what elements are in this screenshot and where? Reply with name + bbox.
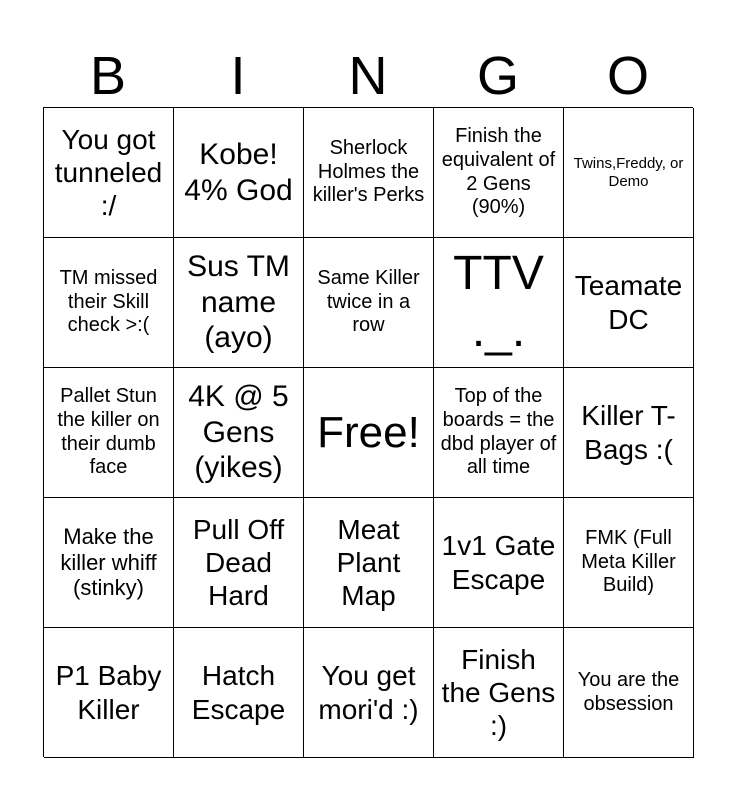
cell-text: 1v1 Gate Escape <box>441 530 556 595</box>
bingo-header <box>43 45 693 107</box>
bingo-cell[interactable] <box>174 498 304 628</box>
cell-text: Pull Off Dead Hard <box>192 513 285 612</box>
bingo-cell[interactable] <box>434 108 564 238</box>
bingo-cell[interactable] <box>434 628 564 758</box>
cell-text: Make the killer whiff (stinky) <box>60 523 157 601</box>
bingo-cell[interactable] <box>434 368 564 498</box>
cell-text: Same Killer twice in a row <box>317 267 420 337</box>
cell-text: Sus TM name (ayo) <box>187 250 290 355</box>
cell-text: Teamate DC <box>574 270 683 335</box>
header-letter-g: G <box>476 46 519 106</box>
cell-text: You are the obsession <box>577 668 680 715</box>
cell-text: Killer T-Bags :( <box>581 400 676 465</box>
cell-text: Top of the boards = the dbd player of all time <box>440 385 557 479</box>
cell-text: Hatch Escape <box>191 660 286 725</box>
cell-text: Finish the equivalent of 2 Gens (90%) <box>441 125 556 219</box>
bingo-cell[interactable] <box>434 498 564 628</box>
bingo-cell[interactable] <box>174 368 304 498</box>
bingo-cell[interactable] <box>44 498 174 628</box>
bingo-cell[interactable] <box>564 628 694 758</box>
bingo-cell[interactable] <box>174 628 304 758</box>
free-space-cell[interactable] <box>304 368 434 498</box>
bingo-cell[interactable] <box>434 238 564 368</box>
header-letter-b: B <box>89 46 127 106</box>
bingo-cell[interactable] <box>564 238 694 368</box>
header-letter-i: I <box>230 46 246 106</box>
bingo-cell[interactable] <box>44 368 174 498</box>
cell-text: FMK (Full Meta Killer Build) <box>581 527 676 597</box>
cell-text: TTV ._. <box>453 246 544 357</box>
cell-text: P1 Baby Killer <box>55 660 162 725</box>
cell-text: You get mori'd :) <box>318 660 419 725</box>
cell-text: Twins,Freddy, or Demo <box>573 154 684 190</box>
bingo-cell[interactable] <box>304 238 434 368</box>
cell-text: Pallet Stun the killer on their dumb face <box>57 385 160 479</box>
bingo-cell[interactable] <box>44 238 174 368</box>
bingo-cell[interactable] <box>44 628 174 758</box>
bingo-cell[interactable] <box>44 108 174 238</box>
cell-text: Meat Plant Map <box>336 513 401 612</box>
cell-text: Finish the Gens :) <box>441 643 556 742</box>
cell-text: You got tunneled :/ <box>54 123 163 222</box>
bingo-cell[interactable] <box>564 368 694 498</box>
bingo-cell[interactable] <box>174 108 304 238</box>
header-letter-n: N <box>348 46 388 106</box>
header-letter-o: O <box>606 46 649 106</box>
bingo-board <box>43 107 693 757</box>
bingo-cell[interactable] <box>304 108 434 238</box>
cell-text: Free! <box>317 407 420 457</box>
bingo-cell[interactable] <box>304 498 434 628</box>
bingo-cell[interactable] <box>564 108 694 238</box>
cell-text: TM missed their Skill check >:( <box>59 267 158 337</box>
cell-text: 4K @ 5 Gens (yikes) <box>188 380 289 485</box>
cell-text: Sherlock Holmes the killer's Perks <box>312 137 425 207</box>
cell-text: Kobe! 4% God <box>184 138 293 207</box>
bingo-cell[interactable] <box>564 498 694 628</box>
bingo-cell[interactable] <box>304 628 434 758</box>
bingo-cell[interactable] <box>174 238 304 368</box>
